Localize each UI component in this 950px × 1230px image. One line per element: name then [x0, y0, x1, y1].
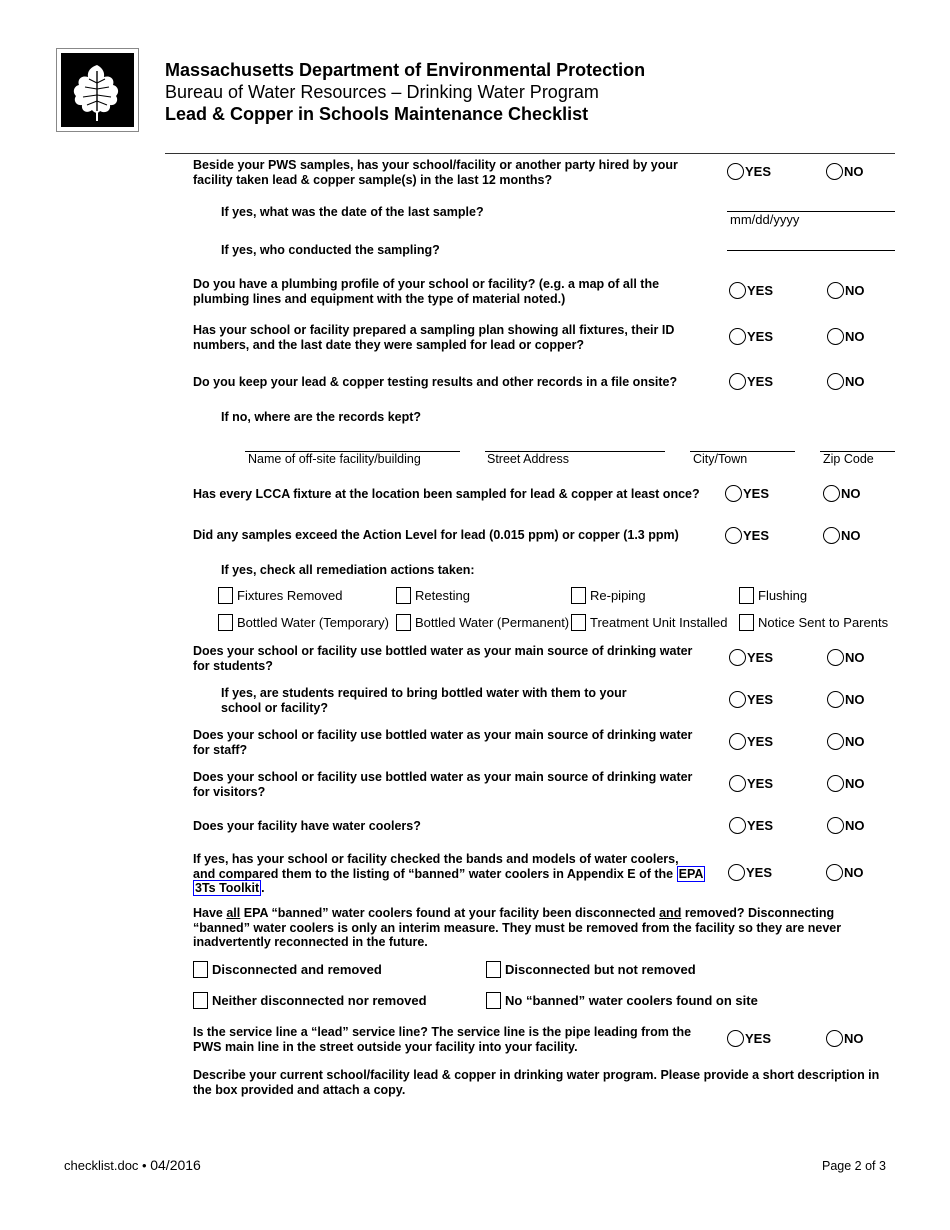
who-sampled-field[interactable]	[727, 250, 895, 251]
radio-circle-icon	[729, 775, 746, 792]
last-sample-date-field[interactable]: mm/dd/yyyy	[730, 212, 800, 227]
question-records-onsite: Do you keep your lead & copper testing results and other records in a file onsite?	[193, 375, 678, 389]
radio-circle-icon	[827, 733, 844, 750]
radio-circle-icon	[729, 328, 746, 345]
radio-circle-icon	[827, 691, 844, 708]
document-title: Lead & Copper in Schools Maintenance Checklist	[165, 104, 589, 124]
checkbox-bottled-permanent[interactable]: Bottled Water (Permanent)	[396, 614, 569, 631]
q3-yes-radio[interactable]: YES	[729, 328, 773, 345]
q2-no-radio[interactable]: NO	[827, 282, 865, 299]
zip-code-label: Zip Code	[823, 452, 874, 466]
question-bottled-staff: Does your school or facility use bottled water as your main source of drinking water for staff?	[193, 728, 693, 757]
footer-file-info: checklist.doc • 04/2016	[64, 1157, 201, 1173]
checkbox-none-found[interactable]: No “banned” water coolers found on site	[486, 992, 758, 1009]
q4-no-radio[interactable]: NO	[827, 373, 865, 390]
question-lead-service-line: Is the service line a “lead” service line? The service line is the pipe leading from the PWS main line in the street outside your facility into your facility.	[193, 1025, 692, 1054]
page-number: Page 2 of 3	[822, 1159, 886, 1173]
question-outside-sampling: Beside your PWS samples, has your school/facility or another party hired by your facility taken lead & copper sample(s) in the last 12 months?	[193, 158, 678, 187]
q5-no-radio[interactable]: NO	[823, 485, 861, 502]
radio-circle-icon	[727, 163, 744, 180]
radio-circle-icon	[826, 864, 843, 881]
header-divider	[165, 153, 895, 154]
radio-circle-icon	[725, 485, 742, 502]
question-students-bring-water: If yes, are students required to bring bottled water with them to your school or facility?	[221, 686, 627, 715]
question-remediation-actions: If yes, check all remediation actions taken:	[221, 563, 475, 577]
checkbox-notice-parents[interactable]: Notice Sent to Parents	[739, 614, 888, 631]
checkbox-square-icon	[396, 614, 411, 631]
question-describe-program: Describe your current school/facility lead & copper in drinking water program. Please provide a short description in the box provided and attach a copy.	[193, 1068, 880, 1097]
q11-no-radio[interactable]: NO	[826, 864, 864, 881]
radio-circle-icon	[826, 1030, 843, 1047]
q2-yes-radio[interactable]: YES	[729, 282, 773, 299]
q7-no-radio[interactable]: NO	[827, 649, 865, 666]
q13-no-radio[interactable]: NO	[826, 1030, 864, 1047]
question-last-sample-date: If yes, what was the date of the last sample?	[221, 205, 484, 219]
radio-circle-icon	[727, 1030, 744, 1047]
radio-circle-icon	[729, 373, 746, 390]
radio-circle-icon	[729, 817, 746, 834]
q1-no-radio[interactable]: NO	[826, 163, 864, 180]
checkbox-square-icon	[739, 614, 754, 631]
question-bottled-visitors: Does your school or facility use bottled water as your main source of drinking water for visitors?	[193, 770, 693, 799]
radio-circle-icon	[729, 691, 746, 708]
q6-no-radio[interactable]: NO	[823, 527, 861, 544]
question-bottled-students: Does your school or facility use bottled water as your main source of drinking water for students?	[193, 644, 693, 673]
q11-yes-radio[interactable]: YES	[728, 864, 772, 881]
q7a-yes-radio[interactable]: YES	[729, 691, 773, 708]
q10-no-radio[interactable]: NO	[827, 817, 865, 834]
checkbox-square-icon	[739, 587, 754, 604]
checkbox-square-icon	[193, 992, 208, 1009]
q9-yes-radio[interactable]: YES	[729, 775, 773, 792]
epa-3ts-toolkit-link[interactable]: EPA	[678, 866, 704, 881]
question-action-level: Did any samples exceed the Action Level for lead (0.015 ppm) or copper (1.3 ppm)	[193, 528, 679, 542]
radio-circle-icon	[729, 733, 746, 750]
q8-yes-radio[interactable]: YES	[729, 733, 773, 750]
radio-circle-icon	[823, 485, 840, 502]
checkbox-square-icon	[571, 614, 586, 631]
radio-circle-icon	[826, 163, 843, 180]
q13-yes-radio[interactable]: YES	[727, 1030, 771, 1047]
radio-circle-icon	[827, 282, 844, 299]
question-sampling-plan: Has your school or facility prepared a sampling plan showing all fixtures, their ID numbers, and the last date they were sampled for lead or copper?	[193, 323, 675, 352]
radio-circle-icon	[827, 649, 844, 666]
checkbox-retesting[interactable]: Retesting	[396, 587, 470, 604]
radio-circle-icon	[827, 373, 844, 390]
checkbox-flushing[interactable]: Flushing	[739, 587, 807, 604]
checkbox-bottled-temporary[interactable]: Bottled Water (Temporary)	[218, 614, 389, 631]
radio-circle-icon	[823, 527, 840, 544]
checkbox-disconnected-not-removed[interactable]: Disconnected but not removed	[486, 961, 696, 978]
q10-yes-radio[interactable]: YES	[729, 817, 773, 834]
q7-yes-radio[interactable]: YES	[729, 649, 773, 666]
checkbox-square-icon	[193, 961, 208, 978]
city-town-label: City/Town	[693, 452, 748, 466]
checkbox-square-icon	[218, 614, 233, 631]
checkbox-square-icon	[571, 587, 586, 604]
checkbox-re-piping[interactable]: Re-piping	[571, 587, 646, 604]
radio-circle-icon	[827, 817, 844, 834]
agency-title: Massachusetts Department of Environmental Protection	[165, 60, 646, 80]
question-water-coolers: Does your facility have water coolers?	[193, 819, 421, 833]
oak-leaf-logo-icon	[61, 53, 134, 127]
q9-no-radio[interactable]: NO	[827, 775, 865, 792]
checkbox-square-icon	[486, 961, 501, 978]
radio-circle-icon	[827, 328, 844, 345]
radio-circle-icon	[725, 527, 742, 544]
checkbox-fixtures-removed[interactable]: Fixtures Removed	[218, 587, 342, 604]
date-underline	[727, 211, 895, 212]
checkbox-neither[interactable]: Neither disconnected nor removed	[193, 992, 427, 1009]
bureau-subtitle: Bureau of Water Resources – Drinking Water Program	[165, 82, 599, 102]
question-lcca-sampled: Has every LCCA fixture at the location been sampled for lead & copper at least once?	[193, 487, 700, 501]
checkbox-treatment-unit[interactable]: Treatment Unit Installed	[571, 614, 728, 631]
question-records-location: If no, where are the records kept?	[221, 410, 422, 424]
checkbox-square-icon	[486, 992, 501, 1009]
checkbox-square-icon	[218, 587, 233, 604]
radio-circle-icon	[728, 864, 745, 881]
q1-yes-radio[interactable]: YES	[727, 163, 771, 180]
q4-yes-radio[interactable]: YES	[729, 373, 773, 390]
question-banned-coolers: Have all EPA “banned” water coolers found at your facility been disconnected and removed? Disconnecting “banned” water coolers is only an interim measure. They must be removed from the facility so they are never inadvertently reconnected in the future.	[193, 906, 842, 949]
facility-name-label: Name of off-site facility/building	[248, 452, 421, 466]
radio-circle-icon	[827, 775, 844, 792]
q8-no-radio[interactable]: NO	[827, 733, 865, 750]
street-address-label: Street Address	[487, 452, 569, 466]
q3-no-radio[interactable]: NO	[827, 328, 865, 345]
radio-circle-icon	[729, 649, 746, 666]
checkbox-disconnected-removed[interactable]: Disconnected and removed	[193, 961, 382, 978]
checkbox-square-icon	[396, 587, 411, 604]
radio-circle-icon	[729, 282, 746, 299]
epa-3ts-toolkit-link-cont[interactable]: 3Ts Toolkit	[195, 881, 260, 895]
question-cooler-models: If yes, has your school or facility checked the bands and models of water coolers, and compared them to the listing of “banned” water coolers in Appendix E of the EPA 3Ts Toolkit .	[193, 852, 704, 895]
q7a-no-radio[interactable]: NO	[827, 691, 865, 708]
q6-yes-radio[interactable]: YES	[725, 527, 769, 544]
question-who-sampled: If yes, who conducted the sampling?	[221, 243, 440, 257]
q5-yes-radio[interactable]: YES	[725, 485, 769, 502]
question-plumbing-profile: Do you have a plumbing profile of your school or facility? (e.g. a map of all the plumbing lines and equipment with the type of material noted.)	[193, 277, 660, 306]
